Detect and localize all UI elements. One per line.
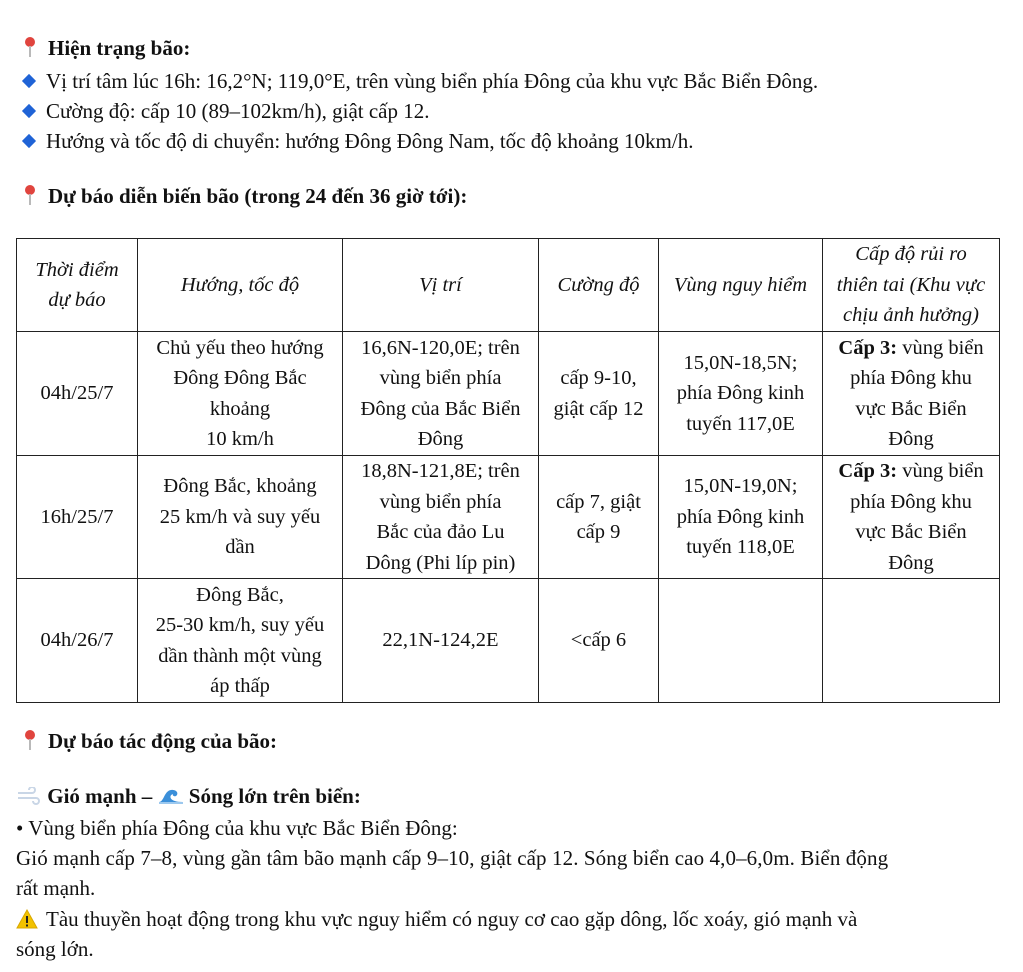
impact-subheading [16, 784, 361, 809]
cell-risk-level [823, 579, 1000, 703]
status-bullet-text: Vị trí tâm lúc 16h: 16,2°N; 119,0°E, trên vùng biển phía Đông của khu vực Bắc Biển Đông. [46, 69, 819, 93]
warning-text: Tàu thuyền hoạt động trong khu vực nguy hiểm có nguy cơ cao gặp dông, lốc xoáy, gió mạnh và [46, 907, 858, 931]
warning-line: sóng lớn. [16, 937, 94, 961]
wind-icon [16, 787, 42, 805]
forecast-table [16, 238, 1000, 703]
cell-direction: Chủ yếu theo hướng Đông Đông Bắc khoảng 10 km/h [138, 332, 343, 456]
wind-label: Gió mạnh – [47, 784, 153, 808]
forecast-heading-text: Dự báo diễn biến bão (trong 24 đến 36 giờ tới): [48, 184, 468, 208]
status-bullet [20, 69, 818, 94]
status-heading [22, 36, 190, 61]
cell-position: 18,8N-121,8E; trên vùng biển phía Bắc của đảo Lu Dông (Phi líp pin) [343, 456, 539, 579]
cell-risk-level: Cấp 3: vùng biển phía Đông khu vực Bắc Biển Đông [823, 332, 1000, 456]
status-bullet-text: Cường độ: cấp 10 (89–102km/h), giật cấp 12. [46, 99, 430, 123]
cell-direction: Đông Bắc, khoảng 25 km/h và suy yếu dần [138, 456, 343, 579]
forecast-heading [22, 184, 467, 209]
diamond-icon [22, 74, 36, 88]
impact-detail-line: rất mạnh. [16, 876, 96, 900]
cell-risk-level: Cấp 3: vùng biển phía Đông khu vực Bắc Biển Đông [823, 456, 1000, 579]
impact-detail-line: Gió mạnh cấp 7–8, vùng gần tâm bão mạnh cấp 9–10, giật cấp 12. Sóng biển cao 4,0–6,0m. Biển động [16, 846, 889, 870]
cell-position: 16,6N-120,0E; trên vùng biển phía Đông của Bắc Biển Đông [343, 332, 539, 456]
pin-icon [22, 184, 38, 206]
risk-level-label: Cấp 3: [838, 336, 898, 359]
pin-icon [22, 729, 38, 751]
header-position: Vị trí [343, 239, 539, 332]
header-time: Thời điểm dự báo [17, 239, 138, 332]
risk-level-label: Cấp 3: [838, 460, 898, 482]
cell-direction: Đông Bắc, 25-30 km/h, suy yếu dần thành một vùng áp thấp [138, 579, 343, 703]
cell-intensity: cấp 9-10, giật cấp 12 [539, 332, 659, 456]
cell-danger-zone: 15,0N-19,0N; phía Đông kinh tuyến 118,0E [659, 456, 823, 579]
status-bullet [20, 129, 693, 154]
cell-time: 04h/26/7 [17, 579, 138, 703]
impact-heading [22, 729, 277, 754]
cell-danger-zone: 15,0N-18,5N; phía Đông kinh tuyến 117,0E [659, 332, 823, 456]
wave-icon [158, 785, 184, 805]
header-intensity: Cường độ [539, 239, 659, 332]
table-row [17, 456, 1000, 579]
impact-area: • Vùng biển phía Đông của khu vực Bắc Biển Đông: [16, 816, 458, 840]
impact-heading-text: Dự báo tác động của bão: [48, 729, 278, 753]
cell-danger-zone [659, 579, 823, 703]
cell-position: 22,1N-124,2E [343, 579, 539, 703]
cell-intensity: <cấp 6 [539, 579, 659, 703]
table-row [17, 579, 1000, 703]
status-bullet [20, 99, 430, 124]
table-row [17, 332, 1000, 456]
wave-label: Sóng lớn trên biển: [188, 784, 361, 808]
table-header-row [17, 239, 1000, 332]
warning-line [16, 904, 857, 935]
header-danger-zone: Vùng nguy hiểm [659, 239, 823, 332]
pin-icon [22, 36, 38, 58]
status-bullet-text: Hướng và tốc độ di chuyển: hướng Đông Đông Nam, tốc độ khoảng 10km/h. [46, 129, 694, 153]
diamond-icon [22, 104, 36, 118]
header-direction: Hướng, tốc độ [138, 239, 343, 332]
cell-intensity: cấp 7, giật cấp 9 [539, 456, 659, 579]
cell-time: 04h/25/7 [17, 332, 138, 456]
header-risk-level: Cấp độ rủi ro thiên tai (Khu vực chịu ảnh hưởng) [823, 239, 1000, 332]
cell-time: 16h/25/7 [17, 456, 138, 579]
warning-icon [16, 909, 38, 929]
diamond-icon [22, 134, 36, 148]
status-heading-text: Hiện trạng bão: [48, 36, 191, 60]
